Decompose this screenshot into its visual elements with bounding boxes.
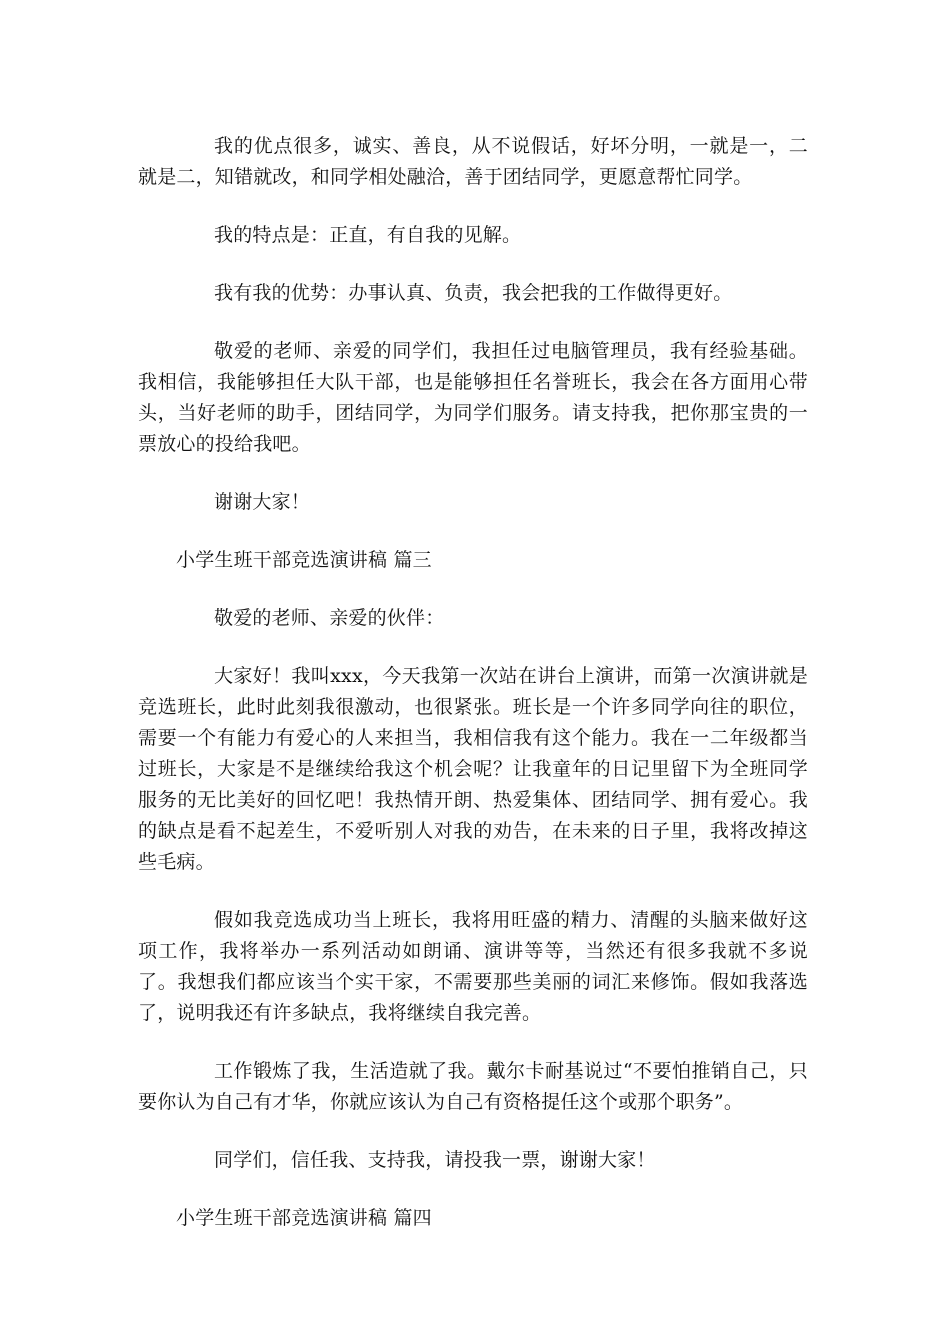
paragraph-experience: 敬爱的老师、亲爱的同学们，我担任过电脑管理员，我有经验基础。我相信，我能够担任大队干部，也是能够担任名誉班长，我会在各方面用心带头，当好老师的助手，团结同学，为同学们服务。请支持我，把你那宝贵的一票放心的投给我吧。: [138, 340, 808, 455]
paragraph-thanks: 谢谢大家！: [214, 491, 311, 513]
section-heading-part3: 小学生班干部竞选演讲稿 篇三: [176, 549, 432, 571]
paragraph-plans: 假如我竞选成功当上班长，我将用旺盛的精力、清醒的头脑来做好这项工作，我将举办一系列活动如朗诵、演讲等等，当然还有很多我就不多说了。我想我们都应该当个实干家，不需要那些美丽的词汇来修饰。假如我落选了，说明我还有许多缺点，我将继续自我完善。: [138, 909, 808, 1024]
paragraph-quote: 工作锻炼了我，生活造就了我。戴尔卡耐基说过“不要怕推销自己，只要你认为自己有才华，你就应该认为自己有资格提任这个或那个职务”。: [138, 1060, 808, 1113]
section-heading-part4: 小学生班干部竞选演讲稿 篇四: [176, 1207, 432, 1229]
paragraph-traits: 我的特点是：正直，有自我的见解。: [214, 224, 522, 246]
paragraph-greeting: 敬爱的老师、亲爱的伙伴：: [214, 607, 445, 629]
paragraph-advantages: 我有我的优势：办事认真、负责，我会把我的工作做得更好。: [214, 282, 733, 304]
paragraph-strengths: 我的优点很多，诚实、善良，从不说假话，好坏分明，一就是一，二就是二，知错就改，和同学相处融洽，善于团结同学，更愿意帮忙同学。: [138, 135, 808, 188]
paragraph-closing: 同学们，信任我、支持我，请投我一票，谢谢大家！: [214, 1149, 656, 1171]
document-page: [138, 131, 808, 1234]
paragraph-introduction: 大家好！我叫xxx，今天我第一次站在讲台上演讲，而第一次演讲就是竞选班长，此时此刻我很激动，也很紧张。班长是一个许多同学向往的职位，需要一个有能力有爱心的人来担当，我相信我有这个能力。我在一二年级都当过班长，大家是不是继续给我这个机会呢？让我童年的日记里留下为全班同学服务的无比美好的回忆吧！我热情开朗、热爱集体、团结同学、拥有爱心。我的缺点是看不起差生，不爱听别人对我的劝告，在未来的日子里，我将改掉这些毛病。: [138, 665, 808, 873]
